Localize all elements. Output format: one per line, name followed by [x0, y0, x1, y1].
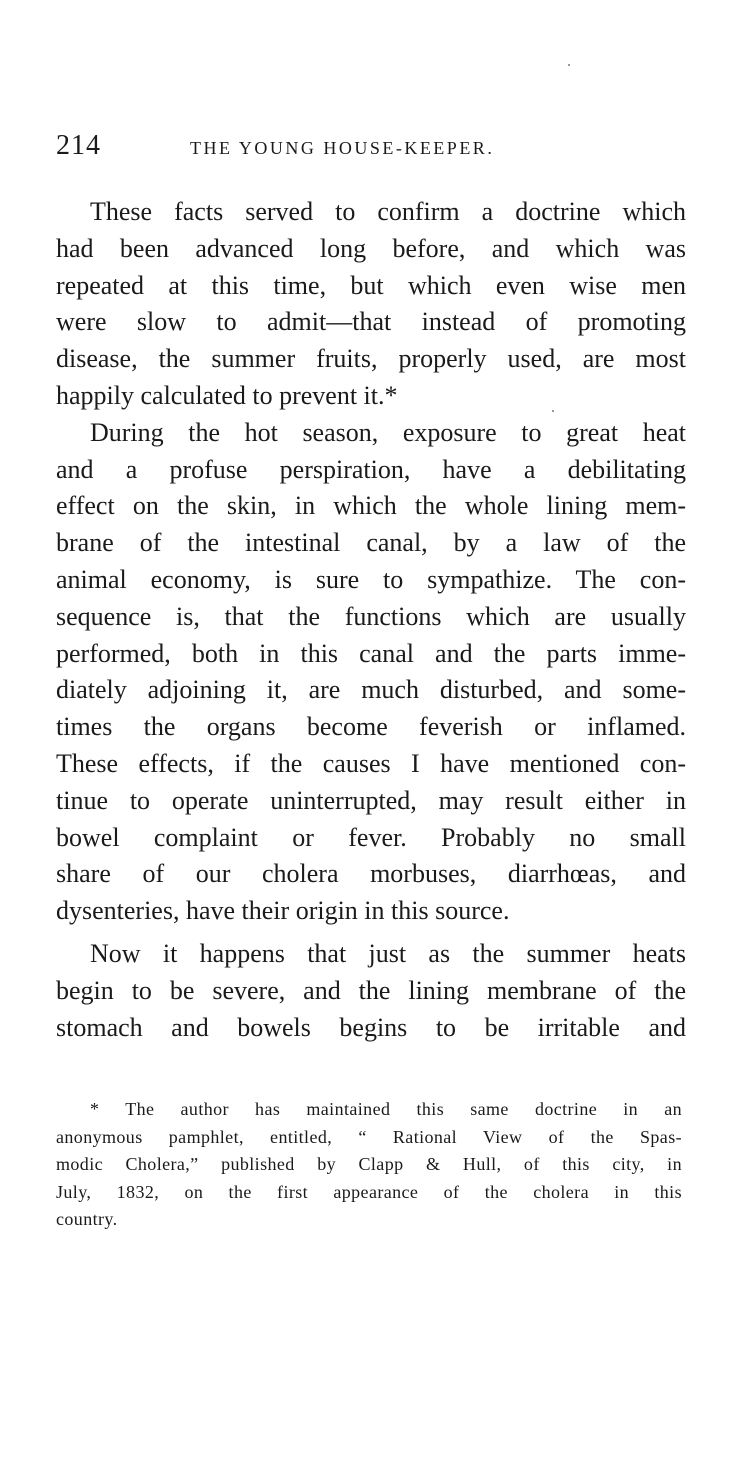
text-line: happily calculated to prevent it.*	[56, 380, 398, 410]
text-line: brane of the intestinal canal, by a law of the	[56, 528, 686, 558]
text-line: These effects, if the causes I have mentioned con-	[56, 748, 686, 778]
text-line: disease, the summer fruits, properly used, are most	[56, 344, 686, 374]
page-number: 214	[56, 130, 101, 161]
text-line: diately adjoining it, are much disturbed, and some-	[56, 675, 686, 705]
text-line: and a profuse perspiration, have a debilitating	[56, 454, 686, 484]
text-line: stomach and bowels begins to be irritable and	[56, 1012, 686, 1042]
text-line: were slow to admit—that instead of promoting	[56, 307, 686, 337]
paper-speck	[552, 410, 554, 412]
page-header	[56, 130, 696, 166]
text-line: tinue to operate uninterrupted, may result either in	[56, 785, 686, 815]
text-line: had been advanced long before, and which was	[56, 233, 686, 263]
footnote-line: * The author has maintained this same doctrine in an	[90, 1099, 682, 1119]
footnote-line: country.	[56, 1209, 118, 1230]
text-line: repeated at this time, but which even wise men	[56, 270, 686, 300]
text-line: These facts served to confirm a doctrine which	[90, 197, 686, 226]
text-line: Now it happens that just as the summer heats	[90, 938, 686, 968]
text-line: animal economy, is sure to sympathize. The con-	[56, 564, 686, 594]
text-line: sequence is, that the functions which are usually	[56, 601, 686, 631]
text-line: effect on the skin, in which the whole lining mem-	[56, 491, 686, 521]
text-line: During the hot season, exposure to great heat	[90, 417, 686, 447]
text-line: begin to be severe, and the lining membrane of the	[56, 975, 686, 1005]
body-text	[56, 194, 686, 1046]
text-line: bowel complaint or fever. Probably no small	[56, 822, 686, 852]
footnote-line: modic Cholera,” published by Clapp & Hull, of this city, in	[56, 1154, 682, 1175]
running-title: THE YOUNG HOUSE-KEEPER.	[190, 138, 495, 158]
text-line: times the organs become feverish or inflamed.	[56, 712, 686, 742]
text-line: share of our cholera morbuses, diarrhœas, and	[56, 859, 686, 889]
footnote-line: July, 1832, on the first appearance of the cholera in this	[56, 1181, 682, 1202]
paper-speck	[568, 64, 570, 66]
footnote-line: anonymous pamphlet, entitled, “ Rational View of the Spas-	[56, 1126, 682, 1147]
text-line: performed, both in this canal and the parts imme-	[56, 638, 686, 668]
text-line: dysenteries, have their origin in this source.	[56, 896, 510, 926]
footnote	[56, 1096, 682, 1234]
